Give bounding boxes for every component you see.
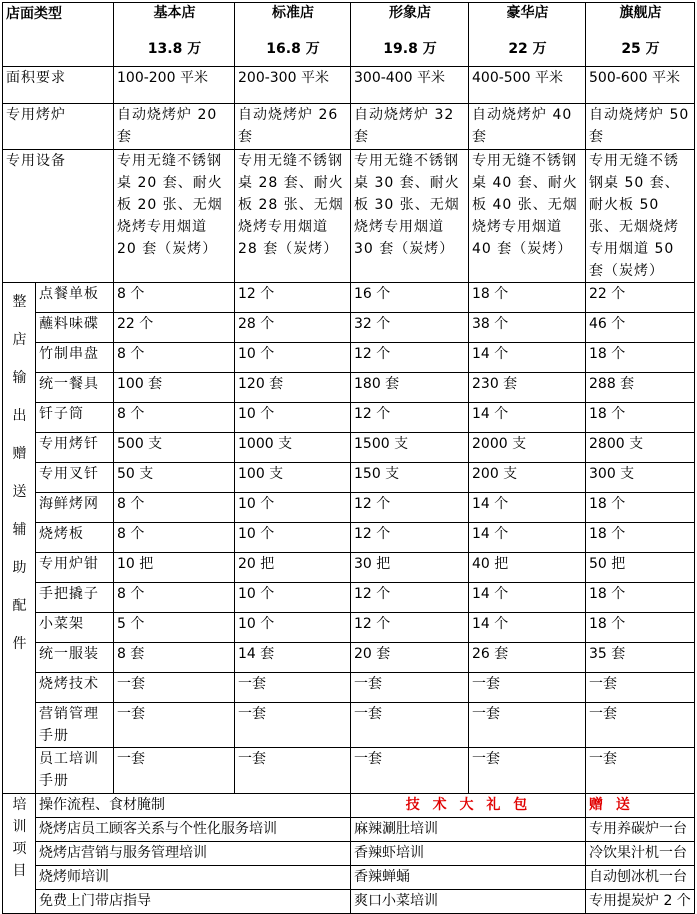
gift-cell: 18 个 [586,493,695,523]
gift-cell: 22 个 [586,283,695,313]
training-label: 培训项目 [3,794,36,914]
gift-cell: 一套 [235,748,351,794]
gift-row [3,748,695,794]
tier-name: 豪华店 [506,5,549,21]
tech-package-header: 技 术 大 礼 包 [351,794,586,818]
spec-cell: 专用无缝不锈钢桌 20 套、耐火板 20 张、无烟烧烤专用烟道 20 套（炭烤） [114,150,235,283]
gift-cell: 10 个 [235,583,351,613]
gift-cell: 10 个 [235,403,351,433]
gift-cell: 8 套 [114,643,235,673]
store-package-table [2,2,695,914]
gift-cell: 10 把 [114,553,235,583]
gift-item-label: 专用叉钎 [36,463,114,493]
gift-cell: 10 个 [235,613,351,643]
gift-cell: 5 个 [114,613,235,643]
training-item: 烧烤师培训 [36,866,351,890]
training-item: 操作流程、食材腌制 [36,794,351,818]
gift-cell: 18 个 [586,343,695,373]
gift-cell: 14 套 [235,643,351,673]
gift-cell: 12 个 [351,343,469,373]
gift-item-label: 营销管理手册 [36,703,114,748]
training-item: 免费上门带店指导 [36,890,351,914]
tech-package-item: 香辣蝉蛹 [351,866,586,890]
gift-cell: 100 支 [235,463,351,493]
gift-cell: 14 个 [469,613,586,643]
tier-name: 标准店 [272,5,314,21]
tier-price: 22 万 [508,41,547,57]
tier-header-basic [114,3,235,67]
training-row [3,794,695,818]
gift-item-label: 统一服装 [36,643,114,673]
tier-price: 19.8 万 [383,41,437,57]
spec-cell: 自动烧烤炉 40 套 [469,104,586,150]
gift-cell: 10 个 [235,523,351,553]
gift-cell: 200 支 [469,463,586,493]
gift-cell: 14 个 [469,493,586,523]
gift-cell: 一套 [586,703,695,748]
store-package-sheet [2,2,695,914]
tier-header-flagship [586,3,695,67]
gift-row [3,673,695,703]
gift-group-label: 整店输出赠送辅助配件 [3,283,36,794]
gift-item-label: 海鲜烤网 [36,493,114,523]
corner-label: 店面类型 [3,3,114,67]
gift-cell: 8 个 [114,583,235,613]
gift-cell: 一套 [469,748,586,794]
gift-cell: 12 个 [351,403,469,433]
spec-row-oven [3,104,695,150]
spec-label: 专用设备 [3,150,114,283]
gift-cell: 一套 [469,673,586,703]
gift-cell: 8 个 [114,493,235,523]
gift-cell: 22 个 [114,313,235,343]
spec-cell: 专用无缝不锈钢桌 28 套、耐火板 28 张、无烟烧烤专用烟道 28 套（炭烤） [235,150,351,283]
gift-item-label: 统一餐具 [36,373,114,403]
gift-cell: 14 个 [469,343,586,373]
gift-cell: 230 套 [469,373,586,403]
tier-name: 旗舰店 [619,5,662,21]
gift-cell: 一套 [586,673,695,703]
gift-cell: 8 个 [114,403,235,433]
gift-cell: 一套 [351,673,469,703]
gift-cell: 100 套 [114,373,235,403]
gift-cell: 30 把 [351,553,469,583]
tech-package-item: 香辣虾培训 [351,842,586,866]
tier-price: 16.8 万 [266,41,320,57]
spec-cell: 100-200 平米 [114,67,235,104]
gift-item-label: 点餐单板 [36,283,114,313]
training-row [3,842,695,866]
gift-item-label: 竹制串盘 [36,343,114,373]
gift-cell: 32 个 [351,313,469,343]
gift-row [3,373,695,403]
gift-cell: 46 个 [586,313,695,343]
spec-row-equipment [3,150,695,283]
gift-cell: 2800 支 [586,433,695,463]
gift-cell: 12 个 [351,583,469,613]
gift-row [3,463,695,493]
tier-name: 形象店 [389,5,431,21]
training-item: 烧烤店营销与服务管理培训 [36,842,351,866]
gift-cell: 一套 [351,703,469,748]
gift-item-label: 员工培训手册 [36,748,114,794]
gift-cell: 一套 [235,703,351,748]
gift-row [3,493,695,523]
spec-cell: 专用无缝不锈钢桌 50 套、耐火板 50 张、无烟烧烤专用烟道 50 套（炭烤） [586,150,695,283]
gift-row [3,703,695,748]
gift-cell: 16 个 [351,283,469,313]
gift-cell: 14 个 [469,403,586,433]
spec-row-area [3,67,695,104]
gift-cell: 一套 [469,703,586,748]
gift-cell: 8 个 [114,523,235,553]
gift-row [3,613,695,643]
spec-cell: 300-400 平米 [351,67,469,104]
gift-cell: 8 个 [114,283,235,313]
gift-item-label: 专用炉钳 [36,553,114,583]
training-row [3,866,695,890]
gift-cell: 一套 [235,673,351,703]
tier-price: 25 万 [621,41,660,57]
gift-cell: 1000 支 [235,433,351,463]
gift-cell: 20 把 [235,553,351,583]
gift-cell: 8 个 [114,343,235,373]
gift-cell: 18 个 [586,613,695,643]
gift-cell: 28 个 [235,313,351,343]
gift-cell: 150 支 [351,463,469,493]
gift-cell: 一套 [114,748,235,794]
gift-cell: 40 把 [469,553,586,583]
gift-item: 自动刨冰机一台 [586,866,695,890]
spec-cell: 500-600 平米 [586,67,695,104]
gift-row [3,523,695,553]
gift-cell: 12 个 [351,493,469,523]
tech-package-item: 爽口小菜培训 [351,890,586,914]
spec-cell: 200-300 平米 [235,67,351,104]
gift-row [3,283,695,313]
gift-cell: 一套 [351,748,469,794]
gift-cell: 12 个 [351,523,469,553]
gift-item-label: 专用烤钎 [36,433,114,463]
gift-item-label: 手把撬子 [36,583,114,613]
gift-cell: 一套 [114,673,235,703]
gift-item-label: 小菜架 [36,613,114,643]
gift-item-label: 蘸料味碟 [36,313,114,343]
training-item: 烧烤店员工顾客关系与个性化服务培训 [36,818,351,842]
gift-cell: 26 套 [469,643,586,673]
gift-cell: 38 个 [469,313,586,343]
gift-cell: 120 套 [235,373,351,403]
gift-item: 专用提炭炉 2 个 [586,890,695,914]
gift-cell: 35 套 [586,643,695,673]
gift-item: 专用养碳炉一台 [586,818,695,842]
gift-cell: 300 支 [586,463,695,493]
gift-header: 赠 送 [586,794,695,818]
tier-price: 13.8 万 [147,41,202,57]
spec-cell: 自动烧烤炉 26 套 [235,104,351,150]
gift-cell: 一套 [114,703,235,748]
gift-cell: 12 个 [235,283,351,313]
gift-item-label: 烧烤板 [36,523,114,553]
gift-cell: 180 套 [351,373,469,403]
spec-cell: 自动烧烤炉 32 套 [351,104,469,150]
gift-cell: 18 个 [586,583,695,613]
gift-cell: 10 个 [235,493,351,523]
tech-package-item: 麻辣涮肚培训 [351,818,586,842]
gift-cell: 18 个 [586,403,695,433]
spec-label: 专用烤炉 [3,104,114,150]
gift-cell: 12 个 [351,613,469,643]
gift-cell: 500 支 [114,433,235,463]
spec-cell: 自动烧烤炉 50 套 [586,104,695,150]
gift-item: 冷饮果汁机一台 [586,842,695,866]
gift-cell: 1500 支 [351,433,469,463]
tier-name: 基本店 [153,5,196,21]
gift-item-label: 烧烤技术 [36,673,114,703]
gift-cell: 一套 [586,748,695,794]
gift-row [3,313,695,343]
spec-cell: 专用无缝不锈钢桌 30 套、耐火板 30 张、无烟烧烤专用烟道 30 套（炭烤） [351,150,469,283]
gift-cell: 288 套 [586,373,695,403]
gift-cell: 18 个 [586,523,695,553]
gift-cell: 10 个 [235,343,351,373]
gift-row [3,433,695,463]
gift-row [3,553,695,583]
gift-cell: 14 个 [469,523,586,553]
spec-cell: 400-500 平米 [469,67,586,104]
gift-item-label: 钎子筒 [36,403,114,433]
gift-cell: 18 个 [469,283,586,313]
gift-cell: 2000 支 [469,433,586,463]
tier-header-deluxe [469,3,586,67]
tier-header-standard [235,3,351,67]
gift-row [3,643,695,673]
tier-header-image [351,3,469,67]
header-row [3,3,695,67]
gift-cell: 50 支 [114,463,235,493]
spec-label: 面积要求 [3,67,114,104]
gift-cell: 14 个 [469,583,586,613]
gift-cell: 50 把 [586,553,695,583]
spec-cell: 自动烧烤炉 20 套 [114,104,235,150]
gift-row [3,583,695,613]
training-row [3,890,695,914]
spec-cell: 专用无缝不锈钢桌 40 套、耐火板 40 张、无烟烧烤专用烟道 40 套（炭烤） [469,150,586,283]
gift-cell: 20 套 [351,643,469,673]
gift-row [3,343,695,373]
training-row [3,818,695,842]
gift-row [3,403,695,433]
